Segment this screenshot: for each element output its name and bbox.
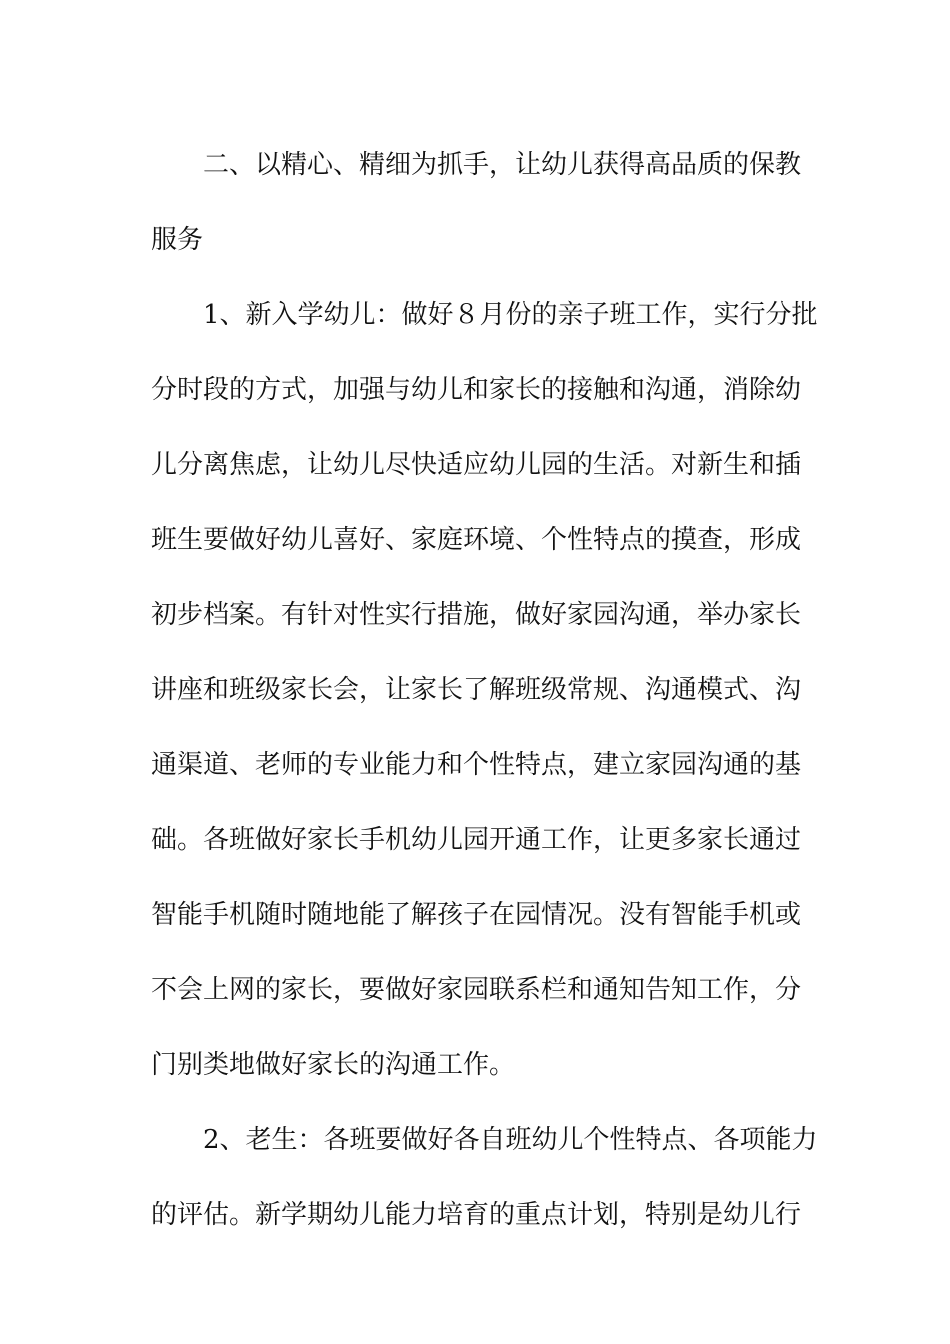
paragraph-1-line-2: 分时段的方式，加强与幼儿和家长的接触和沟通，消除幼 xyxy=(151,375,802,405)
section-heading-line-2: 服务 xyxy=(151,225,204,255)
paragraph-1-line-1: 1、新入学幼儿：做好８月份的亲子班工作，实行分批 xyxy=(203,300,818,330)
document-body xyxy=(151,128,818,1253)
paragraph-1-line-8: 础。各班做好家长手机幼儿园开通工作，让更多家长通过 xyxy=(151,825,802,855)
section-heading-line-1: 二、以精心、精细为抓手，让幼儿获得高品质的保教 xyxy=(203,150,802,180)
paragraph-2-line-2: 的评估。新学期幼儿能力培育的重点计划，特别是幼儿行 xyxy=(151,1200,802,1230)
paragraph-1-line-3: 儿分离焦虑，让幼儿尽快适应幼儿园的生活。对新生和插 xyxy=(151,450,802,480)
paragraph-1-line-9: 智能手机随时随地能了解孩子在园情况。没有智能手机或 xyxy=(151,900,802,930)
paragraph-1-line-4: 班生要做好幼儿喜好、家庭环境、个性特点的摸查，形成 xyxy=(151,525,802,555)
paragraph-1-line-7: 通渠道、老师的专业能力和个性特点，建立家园沟通的基 xyxy=(151,750,802,780)
paragraph-1-line-6: 讲座和班级家长会，让家长了解班级常规、沟通模式、沟 xyxy=(151,675,802,705)
paragraph-1-line-10: 不会上网的家长，要做好家园联系栏和通知告知工作，分 xyxy=(151,975,802,1005)
paragraph-2-line-1: 2、老生：各班要做好各自班幼儿个性特点、各项能力 xyxy=(203,1125,818,1155)
paragraph-1-line-5: 初步档案。有针对性实行措施，做好家园沟通，举办家长 xyxy=(151,600,802,630)
paragraph-1-line-11: 门别类地做好家长的沟通工作。 xyxy=(151,1050,516,1080)
